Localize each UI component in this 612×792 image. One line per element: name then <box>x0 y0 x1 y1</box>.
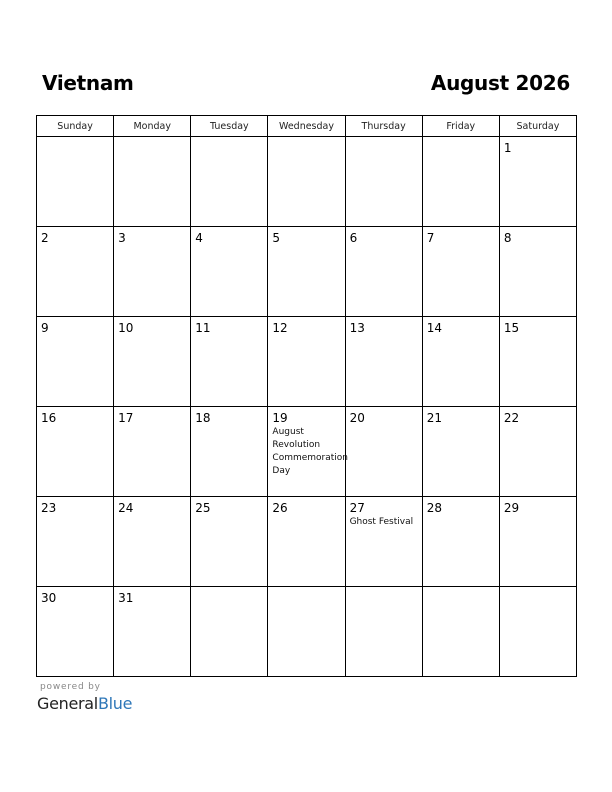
day-number: 1 <box>503 141 512 155</box>
day-cell <box>114 497 191 587</box>
day-number: 25 <box>195 501 211 515</box>
brand-logo <box>37 694 132 713</box>
day-number: 30 <box>41 591 57 605</box>
day-number: 2 <box>41 231 49 245</box>
day-cell <box>114 227 191 317</box>
day-cell <box>499 587 576 677</box>
day-cell <box>345 317 422 407</box>
weekday-saturday: Saturday <box>499 116 576 137</box>
day-cell <box>114 317 191 407</box>
week-row <box>37 587 577 677</box>
day-number: 29 <box>503 501 520 515</box>
day-cell <box>268 497 345 587</box>
weekday-monday: Monday <box>114 116 191 137</box>
day-number: 14 <box>426 321 442 335</box>
day-cell <box>114 587 191 677</box>
day-cell <box>499 317 576 407</box>
day-number: 19 <box>272 411 288 425</box>
day-number: 8 <box>503 231 512 245</box>
week-row <box>37 497 577 587</box>
day-cell <box>268 317 345 407</box>
weekday-tuesday: Tuesday <box>191 116 268 137</box>
day-cell <box>37 497 114 587</box>
day-number: 10 <box>118 321 134 335</box>
day-cell <box>191 587 268 677</box>
day-cell <box>37 317 114 407</box>
day-cell <box>422 317 499 407</box>
weekday-sunday: Sunday <box>37 116 114 137</box>
day-number: 11 <box>195 321 211 335</box>
day-cell <box>422 227 499 317</box>
day-cell <box>422 407 499 497</box>
brand-blue: Blue <box>97 694 133 713</box>
day-number: 6 <box>349 231 358 245</box>
month-title: August 2026 <box>430 71 570 95</box>
day-number: 20 <box>349 411 365 425</box>
day-number: 9 <box>41 321 49 335</box>
day-cell <box>191 407 268 497</box>
day-cell <box>345 227 422 317</box>
day-number: 18 <box>195 411 211 425</box>
weekday-wednesday: Wednesday <box>268 116 345 137</box>
day-cell <box>268 407 349 497</box>
day-cell <box>191 137 268 227</box>
day-cell <box>268 227 345 317</box>
day-cell <box>268 137 345 227</box>
day-cell <box>422 587 499 677</box>
day-cell <box>345 137 422 227</box>
day-number: 21 <box>426 411 442 425</box>
day-number: 27 <box>349 501 365 515</box>
day-number: 24 <box>118 501 134 515</box>
day-number: 7 <box>426 231 435 245</box>
day-cell <box>191 227 268 317</box>
week-row <box>37 317 577 407</box>
day-number: 3 <box>118 231 126 245</box>
day-number: 31 <box>118 591 134 605</box>
day-cell <box>37 227 114 317</box>
day-number: 23 <box>41 501 57 515</box>
day-cell <box>345 407 422 497</box>
day-number: 28 <box>426 501 442 515</box>
day-number: 15 <box>503 321 520 335</box>
day-cell <box>268 587 345 677</box>
week-row <box>37 227 577 317</box>
week-row <box>37 407 577 497</box>
day-number: 5 <box>272 231 281 245</box>
day-cell <box>37 587 114 677</box>
day-number: 16 <box>41 411 57 425</box>
day-cell <box>499 407 576 497</box>
day-cell <box>345 497 422 587</box>
day-cell <box>422 497 499 587</box>
day-number: 4 <box>195 231 203 245</box>
weekday-friday: Friday <box>422 116 499 137</box>
day-cell <box>499 137 576 227</box>
day-cell <box>37 137 114 227</box>
calendar-grid <box>36 115 577 677</box>
day-cell <box>114 137 191 227</box>
day-cell <box>37 407 114 497</box>
day-number: 26 <box>272 501 288 515</box>
weekday-thursday: Thursday <box>345 116 422 137</box>
day-cell <box>345 587 422 677</box>
brand-general: General <box>37 694 98 713</box>
week-row <box>37 137 577 227</box>
day-number: 22 <box>503 411 520 425</box>
country-title: Vietnam <box>42 71 134 95</box>
weekday-header-row <box>37 116 577 137</box>
day-cell <box>499 497 576 587</box>
day-number: 17 <box>118 411 134 425</box>
day-cell <box>499 227 576 317</box>
powered-by-label: powered by <box>40 682 101 692</box>
day-number: 13 <box>349 321 365 335</box>
day-cell <box>191 317 268 407</box>
holiday-label: Ghost Festival <box>349 517 414 527</box>
day-number: 12 <box>272 321 288 335</box>
day-cell <box>114 407 191 497</box>
holiday-label: August Revolution Commemoration Day <box>272 427 349 476</box>
day-cell <box>191 497 268 587</box>
day-cell <box>422 137 499 227</box>
